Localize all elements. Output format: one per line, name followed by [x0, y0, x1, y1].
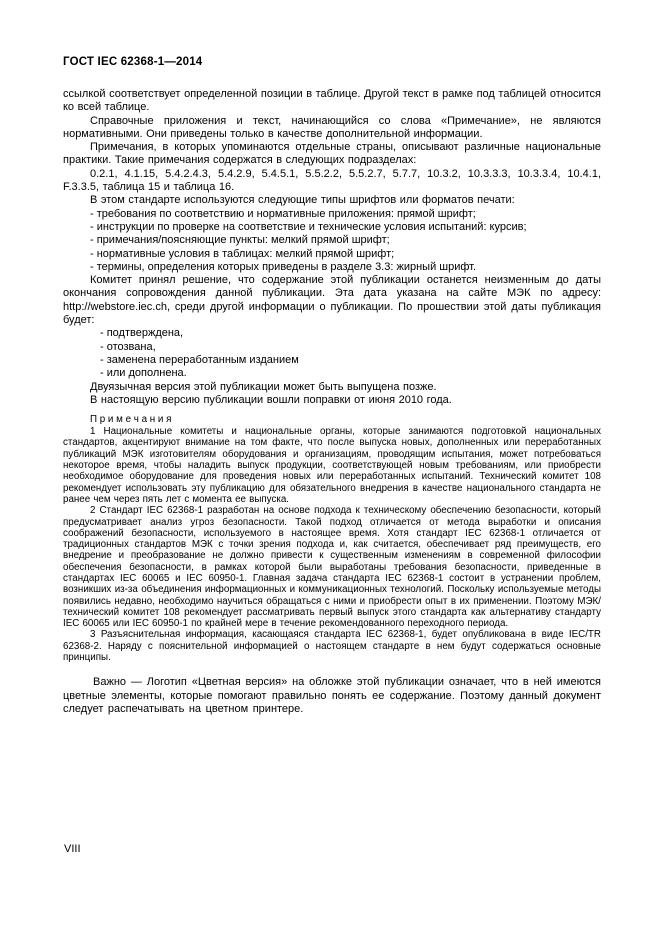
note-paragraph: 2 Стандарт IEC 62368-1 разработан на основе подхода к техническому обеспечению безопасности, который предусматривает анализ угроз безопасности. Такой подход отличается от метода выработки и описания соображений безопасности, используемого в настоящее время. Хотя стандарт IEC 62368-1 отличается от традиционных стандартов МЭК с точки зрения подхода и, как считается, обеспечивает ряд преимуществ, его внедрение и преобразование не должно привести к существенным изменениям в современной философии обеспечения безопасности, в рамках которой были выработаны требования безопасности, приведенные в стандартах IEC 60065 и IEC 60950-1. Главная задача стандарта IEC 62368-1 состоит в устранении проблем, возникших из-за объединения информационных и коммуникационных технологий. Поскольку используемые методы появились недавно, необходимо научиться обращаться с ними и приобрести опыт в их применении. Поэтому МЭК/технический комитет 108 рекомендует рассматривать первый выпуск этого стандарта как альтернативу стандарту IEC 60065 или IEC 60950-1 по крайней мере в течение рекомендованного переходного периода.	[63, 505, 601, 630]
note-paragraph: 1 Национальные комитеты и национальные органы, которые занимаются подготовкой национальных стандартов, акцентируют внимание на том факте, что после выпуска новых, дополненных или переработанных публикаций МЭК изготовителям оборудования и организациям, проводящим испытания, может потребоваться некоторое время, чтобы наладить выпуск продукции, соответствующей новым требованиям, или приобрести необходимое оборудование для проведения новых или переработанных испытаний. Технический комитет 108 рекомендует использовать эту публикацию для обязательного внедрения в качестве национального стандарта не ранее чем через пять лет с момента ее выпуска.	[63, 426, 601, 505]
list-item: - термины, определения которых приведены в разделе 3.3: жирный шрифт.	[90, 260, 477, 273]
note-paragraph: 3 Разъяснительная информация, касающаяся стандарта IEC 62368-1, будет опубликована в виде IEC/TR 62368-2. Наряду с пояснительной информацией о настоящем стандарте в нем будут содержаться основные принципы.	[63, 629, 601, 664]
list-item: - примечания/поясняющие пункты: мелкий прямой шрифт;	[90, 234, 390, 247]
list-item: - отозвана,	[100, 340, 156, 353]
list-item: - нормативные условия в таблицах: мелкий прямой шрифт;	[90, 247, 395, 260]
doc-id-header: ГОСТ IEC 62368-1—2014	[63, 56, 203, 68]
paragraph-informative-annexes: Справочные приложения и текст, начинающийся со слова «Примечание», не являются нормативными. Они приведены только в качестве дополнительной информации.	[63, 114, 601, 140]
page-number: VIII	[64, 843, 81, 855]
list-item: - или дополнена.	[100, 367, 187, 380]
font-types-list	[63, 208, 601, 274]
paragraph-committee-decision: Комитет принял решение, что содержание этой публикации останется неизменным до даты окончания сопровождения данной публикации. Эта дата указана на сайте МЭК по адресу: http://webstore.iec.ch, среди другой информации о публикации. По прошествии этой даты публикация будет:	[63, 274, 601, 327]
paragraph-amendments: В настоящую версию публикации вошли поправки от июня 2010 года.	[90, 393, 452, 406]
notes-block	[63, 426, 601, 663]
list-item: - заменена переработанным изданием	[100, 353, 299, 366]
paragraph-table-reference: ссылкой соответствует определенной позиции в таблице. Другой текст в рамке под таблицей относится ко всей таблице.	[63, 88, 601, 114]
list-item: - требования по соответствию и нормативные приложения: прямой шрифт;	[90, 207, 476, 220]
paragraph-font-types-intro: В этом стандарте используются следующие типы шрифтов или форматов печати:	[90, 194, 515, 207]
page-content	[63, 88, 601, 716]
notes-heading: П р и м е ч а н и я	[90, 414, 172, 426]
paragraph-bilingual-version: Двуязычная версия этой публикации может быть выпущена позже.	[90, 380, 437, 393]
paragraph-important-color-version: Важно — Логотип «Цветная версия» на обложке этой публикации означает, что в ней имеются цветные элементы, которые помогают правильно понять ее содержание. Поэтому данный документ следует распечатывать на цветном принтере.	[63, 676, 601, 715]
list-item: - подтверждена,	[100, 327, 184, 340]
publication-status-list	[63, 327, 601, 380]
paragraph-country-notes: Примечания, в которых упоминаются отдельные страны, описывают различные национальные практики. Такие примечания содержатся в следующих подразделах:	[63, 141, 601, 167]
list-item: - инструкции по проверке на соответствие и технические условия испытаний: курсив;	[90, 220, 527, 233]
paragraph-subclause-list: 0.2.1, 4.1.15, 5.4.2.4.3, 5.4.2.9, 5.4.5.1, 5.5.2.2, 5.5.2.7, 5.7.7, 10.3.2, 10.3.3.3, 10.3.3.4, 10.4.1, F.3.3.5, таблица 15 и таблица 16.	[63, 167, 601, 194]
